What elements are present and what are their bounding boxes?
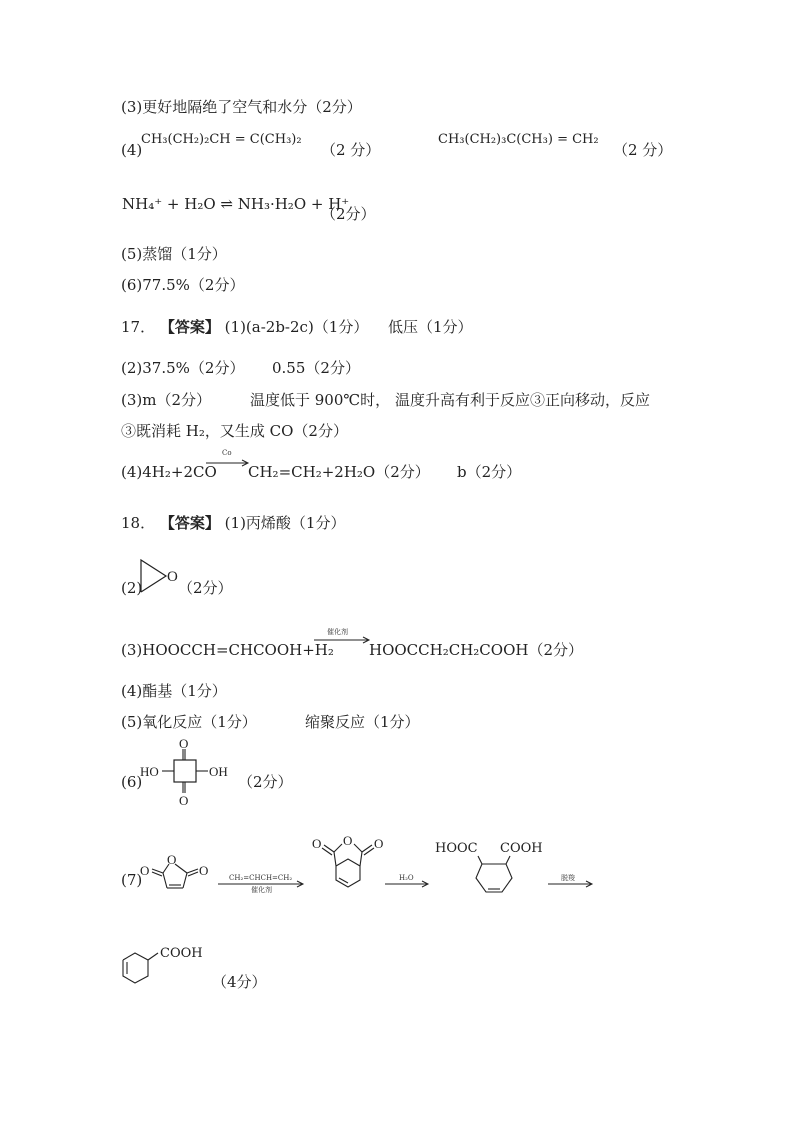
answer-16-6: (6)77.5%（2分） bbox=[121, 276, 245, 294]
answer-16-4-label: (4) bbox=[121, 141, 143, 159]
formula-isomer-2: CH₃(CH₂)₃C(CH₃) = CH₂ bbox=[438, 132, 599, 147]
answer-tag: 【答案】 bbox=[159, 514, 220, 532]
ring-oxygen: O bbox=[167, 852, 177, 867]
decarboxylation-label: 脱羧 bbox=[561, 874, 575, 882]
carbonyl-oxygen-left: O bbox=[140, 863, 150, 878]
hooc-group-left: HOOC bbox=[435, 841, 478, 856]
squaric-acid-structure bbox=[138, 736, 238, 806]
cooh-group-right: COOH bbox=[500, 841, 543, 856]
score-18-6: （2分） bbox=[238, 773, 293, 791]
answer-17-1b: 低压（1分） bbox=[388, 318, 473, 336]
epoxide-oxygen: O bbox=[167, 569, 178, 585]
answer-18-2-label: (2) bbox=[121, 579, 143, 597]
carbonyl-oxygen-bottom: O bbox=[179, 793, 189, 808]
answer-18-5a: (5)氧化反应（1分） bbox=[121, 713, 257, 731]
answer-17-4b: b（2分） bbox=[457, 463, 522, 481]
answer-tag: 【答案】 bbox=[159, 318, 220, 336]
answer-17-3c: ③既消耗 H₂，又生成 CO（2分） bbox=[121, 422, 348, 440]
answer-17-4-left: (4)4H₂+2CO bbox=[121, 463, 217, 481]
diene-reagent-label: CH₂=CHCH=CH₂ bbox=[229, 874, 293, 882]
answer-17-2a: (2)37.5%（2分） bbox=[121, 359, 245, 377]
carbonyl-oxygen-2b: O bbox=[374, 836, 384, 851]
answer-16-5: (5)蒸馏（1分） bbox=[121, 245, 227, 263]
maleic-anhydride-structure bbox=[138, 846, 220, 898]
score-18-7: （4分） bbox=[212, 973, 267, 991]
hydroxyl-right: OH bbox=[209, 764, 228, 779]
answer-17-1: (1)(a-2b-2c)（1分） bbox=[224, 318, 369, 336]
water-reagent-label: H₂O bbox=[399, 874, 414, 882]
answer-18-4: (4)酯基（1分） bbox=[121, 682, 227, 700]
question-number: 17． bbox=[121, 318, 156, 336]
carbonyl-oxygen-right: O bbox=[199, 863, 209, 878]
question-18-header bbox=[121, 513, 345, 533]
ammonium-hydrolysis-equation: NH₄⁺ + H₂O ⇌ NH₃·H₂O + H⁺ bbox=[122, 195, 350, 213]
answer-17-2b: 0.55（2分） bbox=[272, 359, 360, 377]
question-17-header bbox=[121, 317, 368, 337]
carbonyl-oxygen-2a: O bbox=[312, 836, 322, 851]
answer-18-7-label: (7) bbox=[121, 871, 143, 889]
tetrahydrophthalic-anhydride-structure bbox=[310, 828, 390, 900]
answer-16-3: (3)更好地隔绝了空气和水分（2分） bbox=[121, 98, 362, 116]
answer-17-4-right: CH₂=CH₂+2H₂O（2分） bbox=[248, 463, 430, 481]
answer-17-3a: (3)m（2分） bbox=[121, 391, 212, 409]
cyclohexene-dicarboxylic-acid-structure bbox=[460, 852, 530, 900]
score-16-4b: （2 分） bbox=[613, 141, 673, 159]
score-18-2: （2分） bbox=[178, 579, 233, 597]
hydroxyl-left: HO bbox=[140, 764, 159, 779]
answer-17-3b: 温度低于 900℃时， 温度升高有利于反应③正向移动，反应 bbox=[250, 391, 650, 409]
answer-18-5b: 缩聚反应（1分） bbox=[305, 713, 420, 731]
catalyst-co-label: Co bbox=[222, 449, 232, 457]
answer-18-3-left: (3)HOOCCH=CHCOOH+H₂ bbox=[121, 641, 334, 659]
catalyst-label: 催化剂 bbox=[327, 628, 348, 636]
score-16-4a: （2 分） bbox=[321, 141, 381, 159]
catalyst-label-7: 催化剂 bbox=[251, 886, 272, 894]
ring-oxygen-2: O bbox=[343, 833, 353, 848]
carbonyl-oxygen-top: O bbox=[179, 736, 189, 751]
score-16-4c: （2分） bbox=[321, 205, 376, 223]
question-number: 18． bbox=[121, 514, 156, 532]
answer-18-1: (1)丙烯酸（1分） bbox=[224, 514, 346, 532]
final-cooh-group: COOH bbox=[160, 946, 203, 961]
formula-isomer-1: CH₃(CH₂)₂CH = C(CH₃)₂ bbox=[141, 132, 302, 147]
answer-18-6-label: (6) bbox=[121, 773, 143, 791]
answer-18-3-right: HOOCCH₂CH₂COOH（2分） bbox=[369, 641, 583, 659]
